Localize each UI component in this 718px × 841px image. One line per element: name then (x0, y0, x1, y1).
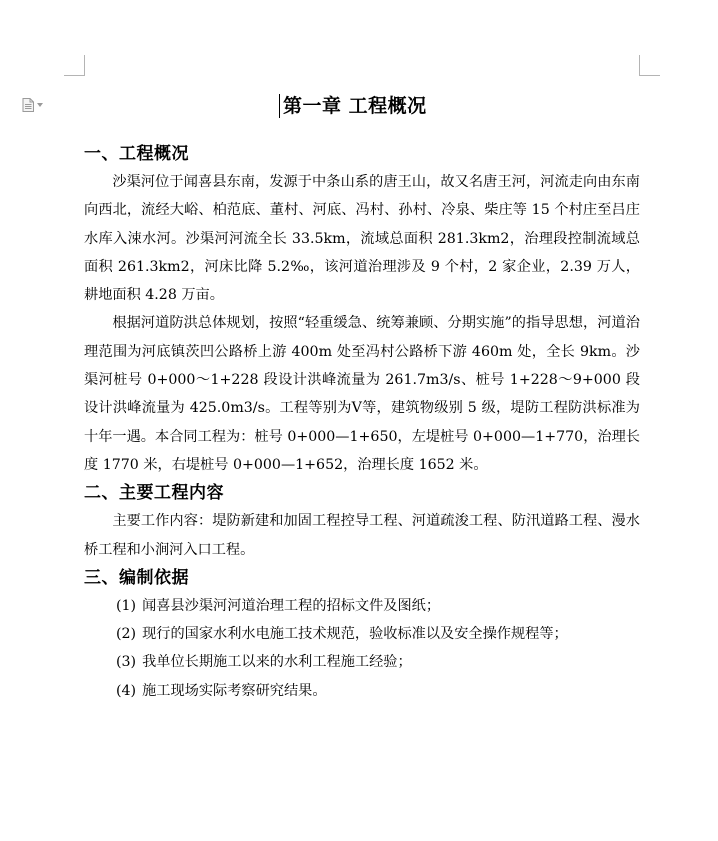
list-item-text: 我单位长期施工以来的水利工程施工经验； (142, 654, 412, 671)
paragraph-main-works: 主要工作内容：堤防新建和加固工程控导工程、河道疏浚工程、防汛道路工程、漫水桥工程和小涧河入口工程。 (84, 513, 640, 558)
page-margin-corner-top-right (639, 55, 660, 76)
list-item (84, 648, 640, 676)
list-item-text: 闻喜县沙渠河河道治理工程的招标文件及图纸； (142, 597, 441, 614)
section-heading-overview: 一、工程概况 (84, 144, 189, 164)
paragraph-river-overview: 沙渠河位于闻喜县东南，发源于中条山系的唐王山，故又名唐王河，河流走向由东南向西北，流经大峪、柏范底、董村、河底、冯村、孙村、冷泉、柴庄等 15 个村庄至吕庄水库入涑水河。沙渠河河流全长 33.5km，流域总面积 281.3km2，治理段控制流域总面积 261.3km2，河床比降 5.2‰，该河道治理涉及 9 个村，2 家企业，2.39 万人，耕地面积 4.28 万亩。 (84, 174, 640, 304)
text-cursor (279, 94, 280, 118)
list-item (84, 592, 640, 620)
list-item-text: 现行的国家水利水电施工技术规范，验收标准以及安全操作规程等； (142, 626, 568, 643)
page-margin-corner-top-left (64, 55, 85, 76)
chevron-down-icon (37, 103, 43, 107)
section-heading-basis: 三、编制依据 (84, 567, 189, 588)
document-body (84, 140, 640, 705)
list-item-number: (2) (116, 626, 137, 643)
paragraph-flood-plan: 根据河道防洪总体规划，按照“轻重缓急、统筹兼顾、分期实施”的指导思想，河道治理范围为河底镇茨凹公路桥上游 400m 处至冯村公路桥下游 460m 处，全长 9km。沙渠河桩号 0+000～1+228 段设计洪峰流量为 261.7m3/s、桩号 1+228～9+000 段设计洪峰流量为 425.0m3/s。工程等别为Ⅴ等，建筑物级别 5 级，堤防工程防洪标准为十年一遇。本合同工程为：桩号 0+000—1+650，左堤桩号 0+000—1+770，治理长度 1770 米，右堤桩号 0+000—1+652，治理长度 1652 米。 (84, 315, 640, 473)
list-item-text: 施工现场实际考察研究结果。 (142, 682, 327, 699)
list-item-number: (3) (116, 654, 137, 671)
section-heading-main-works: 二、主要工程内容 (84, 483, 224, 504)
list-item (84, 677, 640, 705)
document-options-icon[interactable] (22, 98, 50, 112)
list-item-number: (1) (116, 597, 137, 614)
list-item-number: (4) (116, 682, 137, 699)
chapter-title: 第一章 工程概况 (283, 95, 427, 117)
list-item (84, 620, 640, 648)
document-icon (22, 98, 34, 112)
